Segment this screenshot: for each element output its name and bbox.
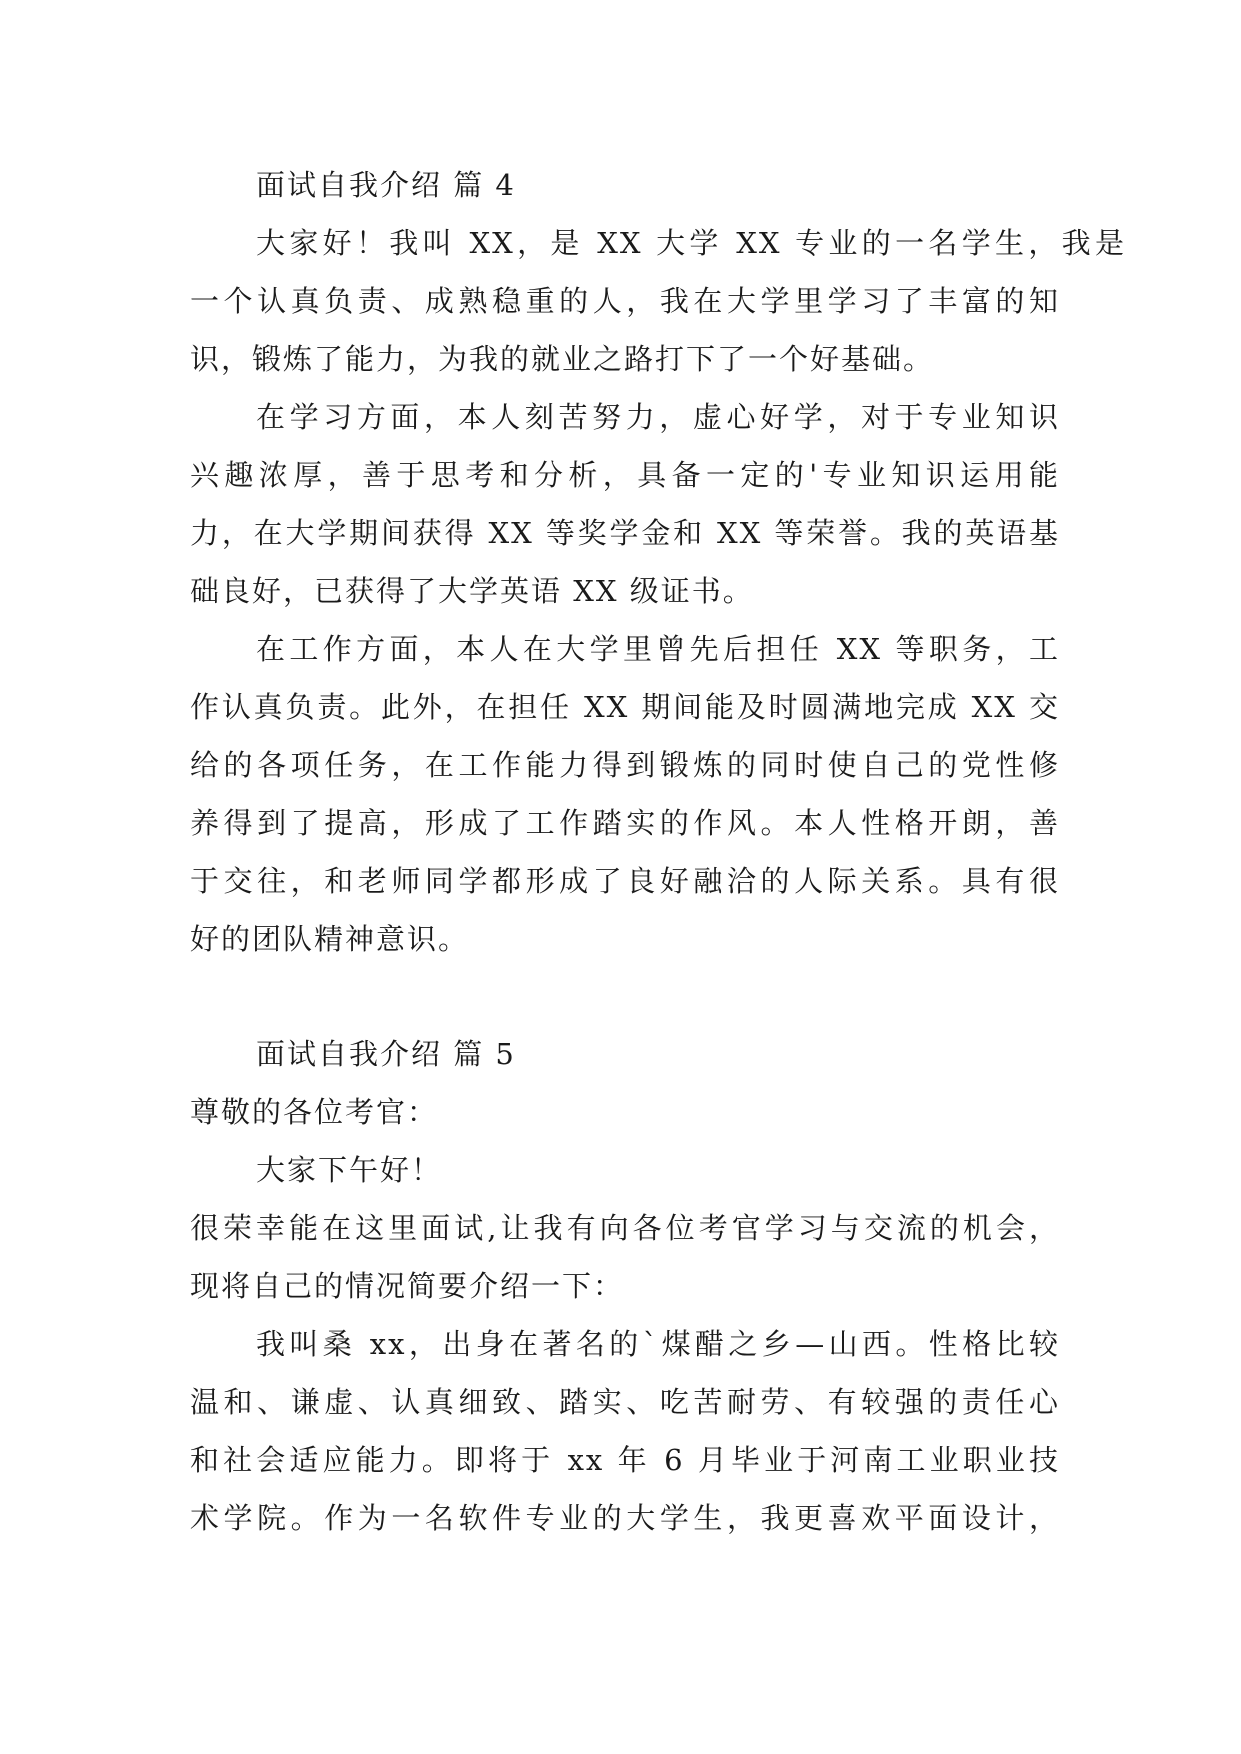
paragraph-line: 一个认真负责、成熟稳重的人，我在大学里学习了丰富的知 <box>190 284 1060 318</box>
paragraph-line: 力，在大学期间获得 XX 等奖学金和 XX 等荣誉。我的英语基 <box>190 516 1060 550</box>
paragraph-line: 温和、谦虚、认真细致、踏实、吃苦耐劳、有较强的责任心 <box>190 1385 1060 1419</box>
paragraph-line: 好的团队精神意识。 <box>190 922 470 956</box>
salutation: 尊敬的各位考官： <box>190 1095 439 1129</box>
section-heading: 面试自我介绍 篇 5 <box>256 1037 516 1071</box>
paragraph-line: 识，锻炼了能力，为我的就业之路打下了一个好基础。 <box>190 342 935 376</box>
paragraph-line: 在学习方面，本人刻苦努力，虚心好学，对于专业知识 <box>256 400 1060 434</box>
paragraph-line: 养得到了提高，形成了工作踏实的作风。本人性格开朗，善 <box>190 806 1060 840</box>
paragraph-line: 于交往，和老师同学都形成了良好融洽的人际关系。具有很 <box>190 864 1060 898</box>
paragraph-line: 术学院。作为一名软件专业的大学生，我更喜欢平面设计， <box>190 1501 1060 1535</box>
paragraph-line: 给的各项任务，在工作能力得到锻炼的同时使自己的党性修 <box>190 748 1060 782</box>
paragraph-line: 和社会适应能力。即将于 xx 年 6 月毕业于河南工业职业技 <box>190 1443 1060 1477</box>
section-heading: 面试自我介绍 篇 4 <box>256 168 516 202</box>
paragraph-line: 很荣幸能在这里面试,让我有向各位考官学习与交流的机会， <box>190 1211 1060 1245</box>
paragraph-line: 在工作方面，本人在大学里曾先后担任 XX 等职务，工 <box>256 632 1060 666</box>
greeting: 大家下午好！ <box>256 1153 443 1187</box>
paragraph-line: 作认真负责。此外，在担任 XX 期间能及时圆满地完成 XX 交 <box>190 690 1060 724</box>
paragraph-line: 兴趣浓厚，善于思考和分析，具备一定的'专业知识运用能 <box>190 458 1060 492</box>
paragraph-line: 大家好！我叫 XX，是 XX 大学 XX 专业的一名学生，我是 <box>256 226 1126 260</box>
paragraph-line: 我叫桑 xx，出身在著名的`煤醋之乡—山西。性格比较 <box>256 1327 1060 1361</box>
paragraph-line: 现将自己的情况简要介绍一下： <box>190 1269 625 1303</box>
paragraph-line: 础良好，已获得了大学英语 XX 级证书。 <box>190 574 754 608</box>
